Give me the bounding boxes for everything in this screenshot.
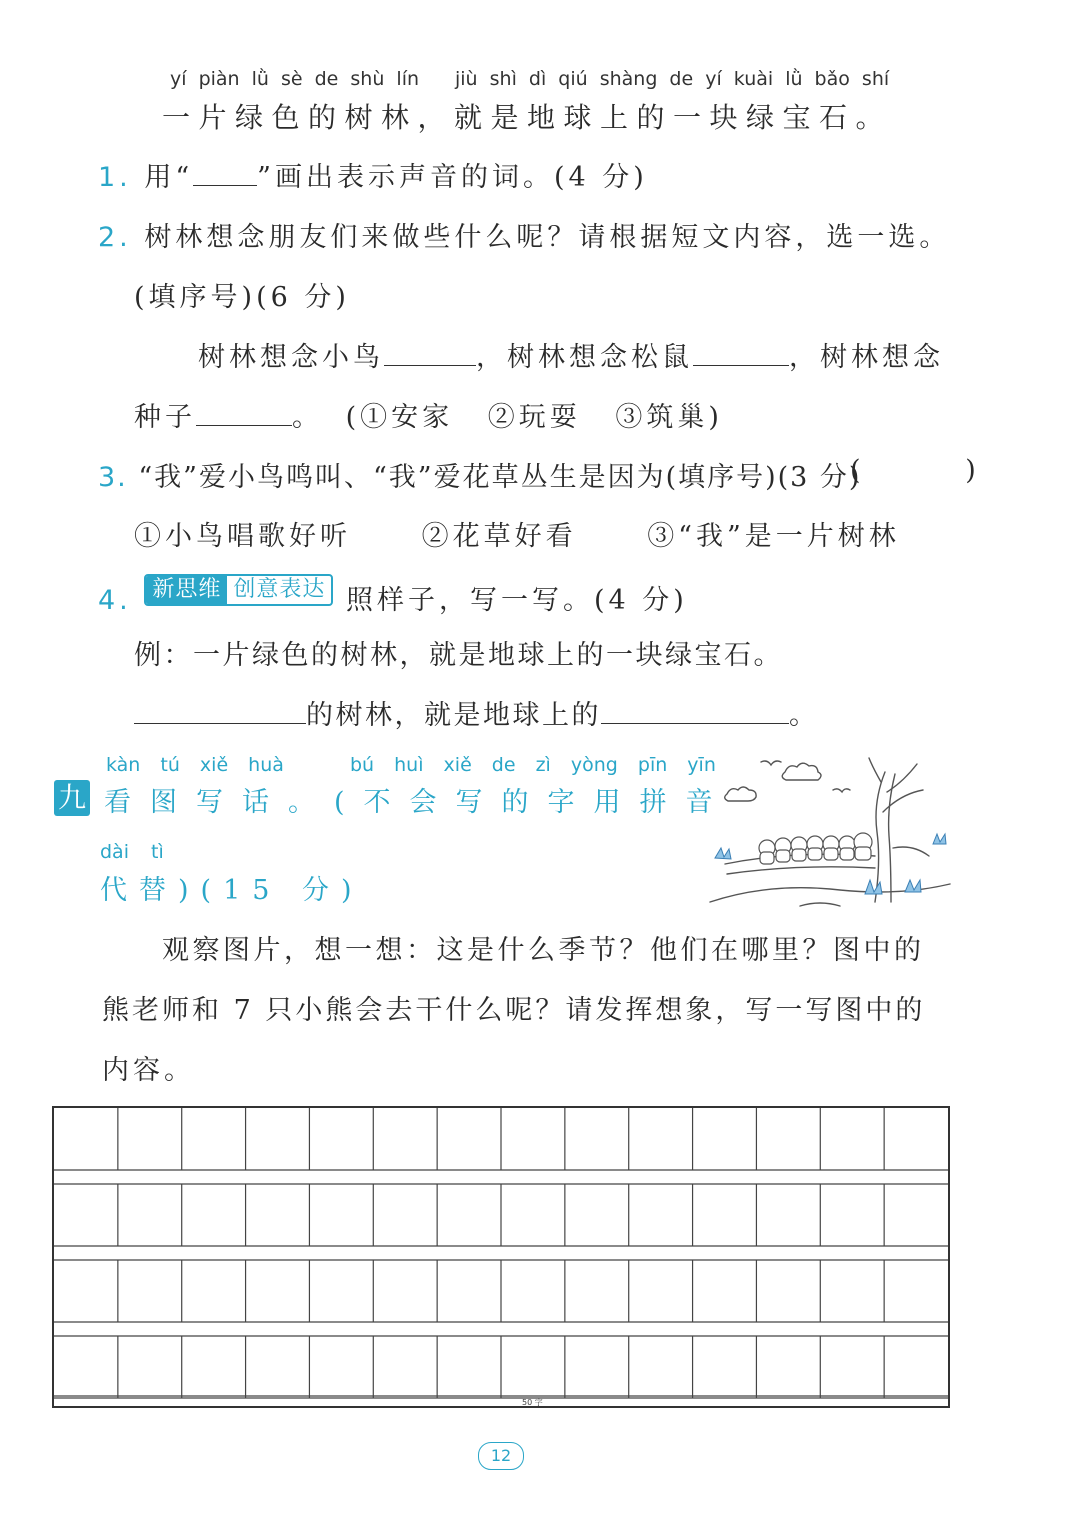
writing-grid-lines bbox=[54, 1108, 948, 1406]
question-2-prompt: 树林想念朋友们来做些什么呢？请根据短文内容，选一选。 bbox=[144, 222, 951, 253]
section-9-title: 看图写话。(不会写的字用拼音 bbox=[104, 787, 732, 818]
question-2-number: 2. bbox=[98, 222, 132, 253]
question-4-prompt: 照样子，写一写。(4 分) bbox=[345, 585, 688, 616]
question-2-blank-squirrel[interactable] bbox=[693, 339, 789, 366]
question-2-sentence-1 bbox=[198, 335, 944, 374]
question-4-blank-1[interactable] bbox=[134, 697, 306, 724]
question-2-blank-bird[interactable] bbox=[384, 339, 476, 366]
question-3-number: 3. bbox=[98, 462, 128, 493]
question-2-s3: ，树林想念 bbox=[789, 342, 944, 373]
question-2-sentence-2 bbox=[134, 395, 723, 434]
question-2-s4: 种子 bbox=[134, 402, 196, 433]
passage-pinyin-left: yí piàn lǜ sè de shù lín bbox=[170, 68, 420, 90]
question-4-mid: 的树林，就是地球上的 bbox=[306, 700, 601, 731]
question-4-blank-2[interactable] bbox=[601, 697, 789, 724]
section-9-icon: 九 bbox=[54, 780, 90, 816]
question-2-blank-seed[interactable] bbox=[196, 399, 292, 426]
section-9-instruction-2: 熊老师和 7 只小熊会去干什么呢？请发挥想象，写一写图中的 bbox=[102, 995, 926, 1026]
bears-on-tree-illustration bbox=[705, 752, 955, 912]
question-1-blank[interactable] bbox=[193, 159, 257, 186]
question-3-option-3: ③“我”是一片树林 bbox=[647, 521, 900, 552]
question-1-number: 1. bbox=[98, 162, 132, 193]
question-2-s2: ，树林想念松鼠 bbox=[476, 342, 693, 373]
page-number: 12 bbox=[478, 1442, 524, 1470]
question-4-example: 例：一片绿色的树林，就是地球上的一块绿宝石。 bbox=[134, 640, 783, 671]
section-9-pinyin-a: kàn tú xiě huà bbox=[106, 754, 284, 776]
question-2-s5: 。 bbox=[292, 402, 323, 433]
section-9-instruction-1: 观察图片，想一想：这是什么季节？他们在哪里？图中的 bbox=[162, 935, 925, 966]
question-2 bbox=[98, 215, 950, 254]
question-4-fill bbox=[134, 693, 819, 732]
question-3-option-2: ②花草好看 bbox=[421, 521, 577, 552]
question-1 bbox=[98, 155, 648, 194]
word-count-label: 50 字 bbox=[522, 1398, 543, 1407]
section-9-pinyin-b: bú huì xiě de zì yòng pīn yīn bbox=[350, 754, 716, 776]
writing-grid[interactable] bbox=[52, 1106, 950, 1408]
passage-pinyin-right: jiù shì dì qiú shàng de yí kuài lǜ bǎo shí bbox=[455, 68, 890, 90]
tag-new-thinking: 新思维 bbox=[146, 576, 227, 604]
tag-creative-expression: 创意表达 bbox=[233, 577, 326, 602]
question-2-option-1: (①安家 bbox=[345, 402, 454, 433]
question-2-note: (填序号)(6 分) bbox=[134, 282, 350, 313]
question-2-option-2: ②玩耍 bbox=[487, 402, 581, 433]
question-3-options bbox=[134, 514, 900, 553]
question-3-option-1: ①小鸟唱歌好听 bbox=[134, 521, 351, 552]
section-9-title-2: 代替)(15 分) bbox=[100, 875, 364, 906]
question-3 bbox=[98, 455, 861, 494]
question-2-option-3: ③筑巢) bbox=[615, 402, 723, 433]
question-3-answer-paren[interactable]: ( ) bbox=[850, 455, 980, 486]
question-1-pre: 用“ bbox=[144, 162, 194, 193]
question-1-post: ”画出表示声音的词。(4 分) bbox=[257, 162, 648, 193]
question-4-tag bbox=[144, 574, 333, 606]
question-3-prompt: “我”爱小鸟鸣叫、“我”爱花草丛生是因为(填序号)(3 分) bbox=[138, 462, 862, 493]
question-4 bbox=[98, 574, 688, 617]
section-9-instruction-3: 内容。 bbox=[102, 1055, 195, 1086]
passage-text: 一片绿色的树林，就是地球上的一块绿宝石。 bbox=[162, 101, 893, 134]
section-9-pinyin-c: dài tì bbox=[100, 841, 164, 863]
question-2-s1: 树林想念小鸟 bbox=[198, 342, 384, 373]
question-4-end: 。 bbox=[789, 700, 819, 731]
question-4-number: 4. bbox=[98, 585, 132, 616]
